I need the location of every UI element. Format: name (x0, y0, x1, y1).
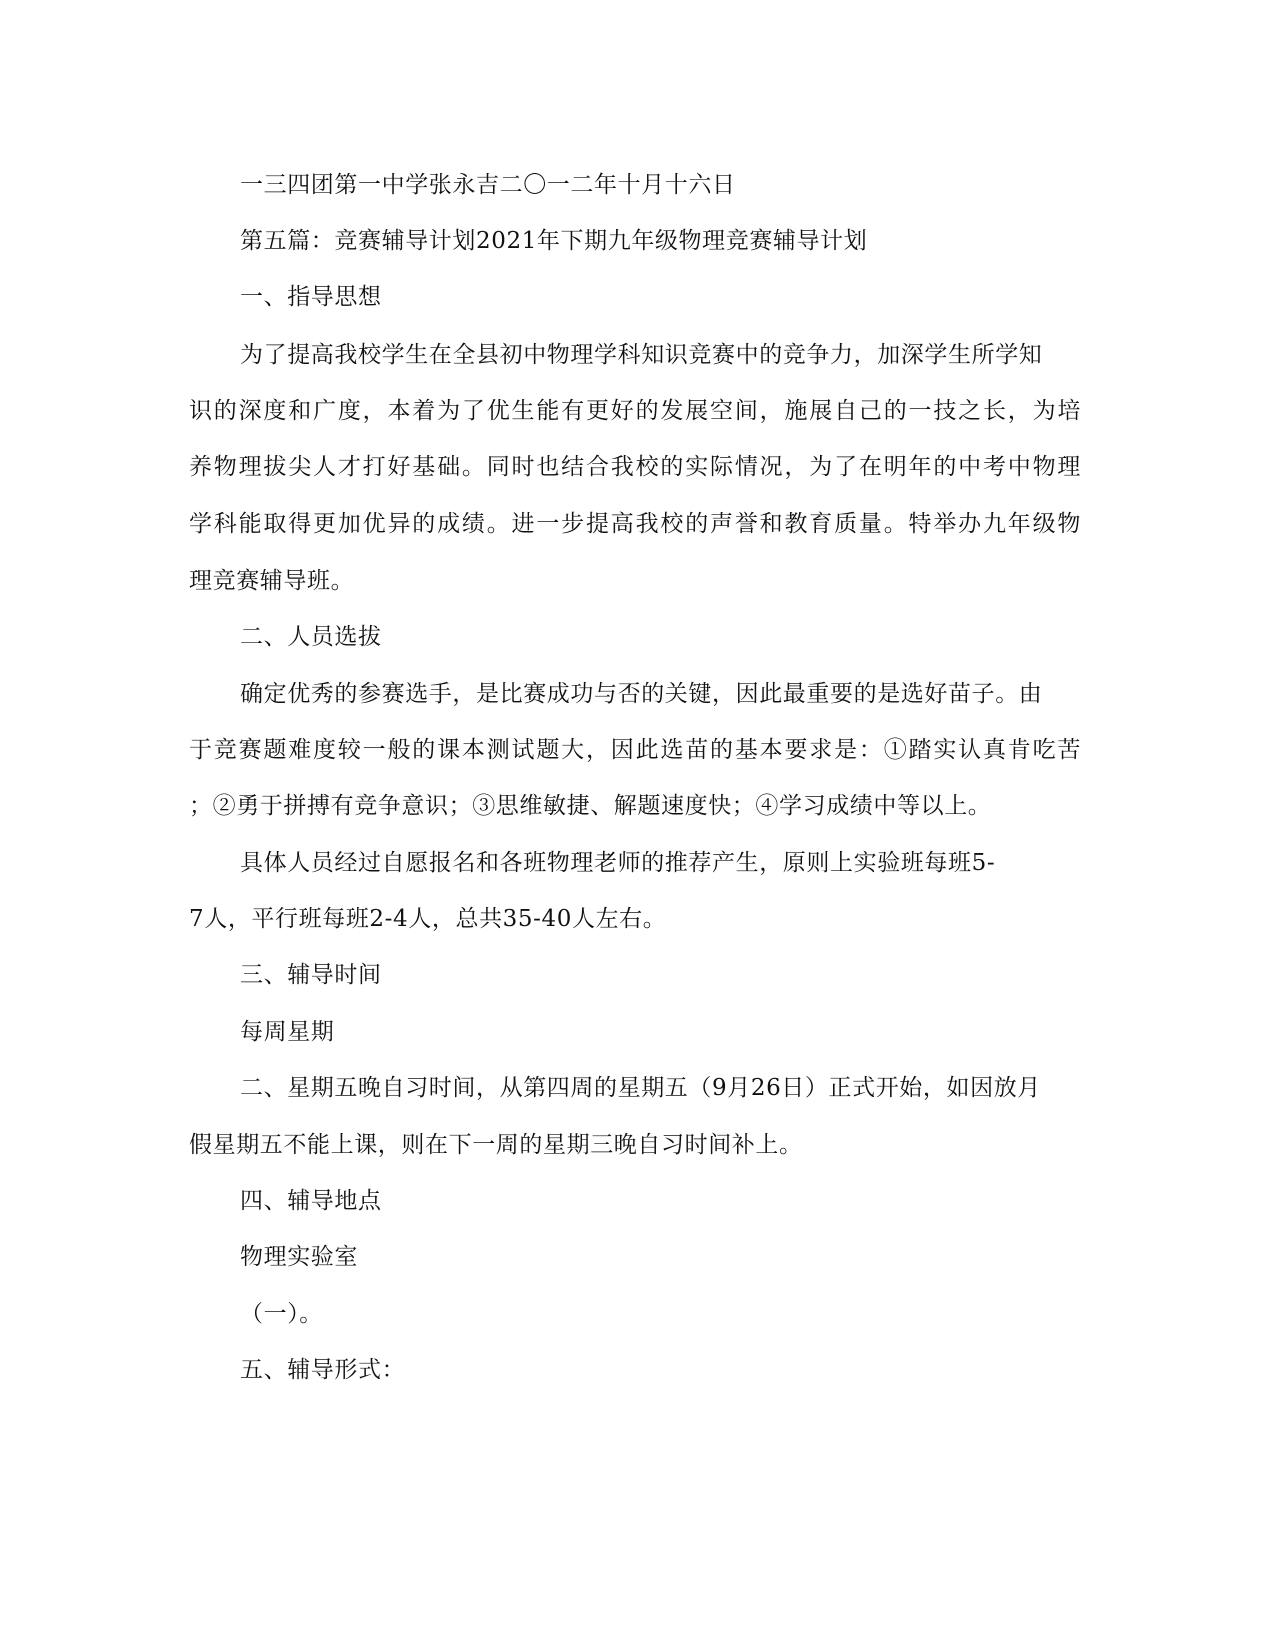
paragraph-line: 理竞赛辅导班。 (189, 568, 355, 594)
paragraph-line: 假星期五不能上课，则在下一周的星期三晚自习时间补上。 (189, 1132, 803, 1158)
heading-guiding-ideology: 一、指导思想 (240, 284, 382, 310)
paragraph-line: 养物理拔尖人才打好基础。同时也结合我校的实际情况，为了在明年的中考中物理 (189, 454, 1081, 480)
paragraph-line: 学科能取得更加优异的成绩。进一步提高我校的声誉和教育质量。特举办九年级物 (189, 511, 1081, 537)
paragraph-line: 为了提高我校学生在全县初中物理学科知识竞赛中的竞争力，加深学生所学知 (240, 342, 1043, 368)
heading-personnel-selection: 二、人员选拔 (240, 624, 382, 650)
paragraph-line: 物理实验室 (240, 1244, 358, 1270)
paragraph-line: 识的深度和广度，本着为了优生能有更好的发展空间，施展自己的一技之长，为培 (189, 398, 1081, 424)
paragraph-line: 确定优秀的参赛选手，是比赛成功与否的关键，因此最重要的是选好苗子。由 (240, 681, 1043, 707)
section-title: 第五篇：竞赛辅导计划2021年下期九年级物理竞赛辅导计划 (240, 228, 868, 254)
heading-tutoring-location: 四、辅导地点 (240, 1188, 382, 1214)
paragraph-line: （一）。 (240, 1301, 323, 1327)
paragraph-line: 每周星期 (240, 1019, 335, 1045)
paragraph-line: 具体人员经过自愿报名和各班物理老师的推荐产生，原则上实验班每班5- (240, 850, 996, 876)
paragraph-line: ；②勇于拼搏有竞争意识；③思维敏捷、解题速度快；④学习成绩中等以上。 (189, 793, 992, 819)
paragraph-line: 7人，平行班每班2-4人，总共35-40人左右。 (189, 906, 667, 932)
heading-tutoring-form: 五、辅导形式： (240, 1357, 406, 1383)
heading-tutoring-time: 三、辅导时间 (240, 962, 382, 988)
paragraph-line: 于竞赛题难度较一般的课本测试题大，因此选苗的基本要求是：①踏实认真肯吃苦 (189, 737, 1081, 763)
paragraph-line: 二、星期五晚自习时间，从第四周的星期五（9月26日）正式开始，如因放月 (240, 1075, 1041, 1101)
author-date-line: 一三四团第一中学张永吉二〇一二年十月十六日 (240, 172, 736, 198)
